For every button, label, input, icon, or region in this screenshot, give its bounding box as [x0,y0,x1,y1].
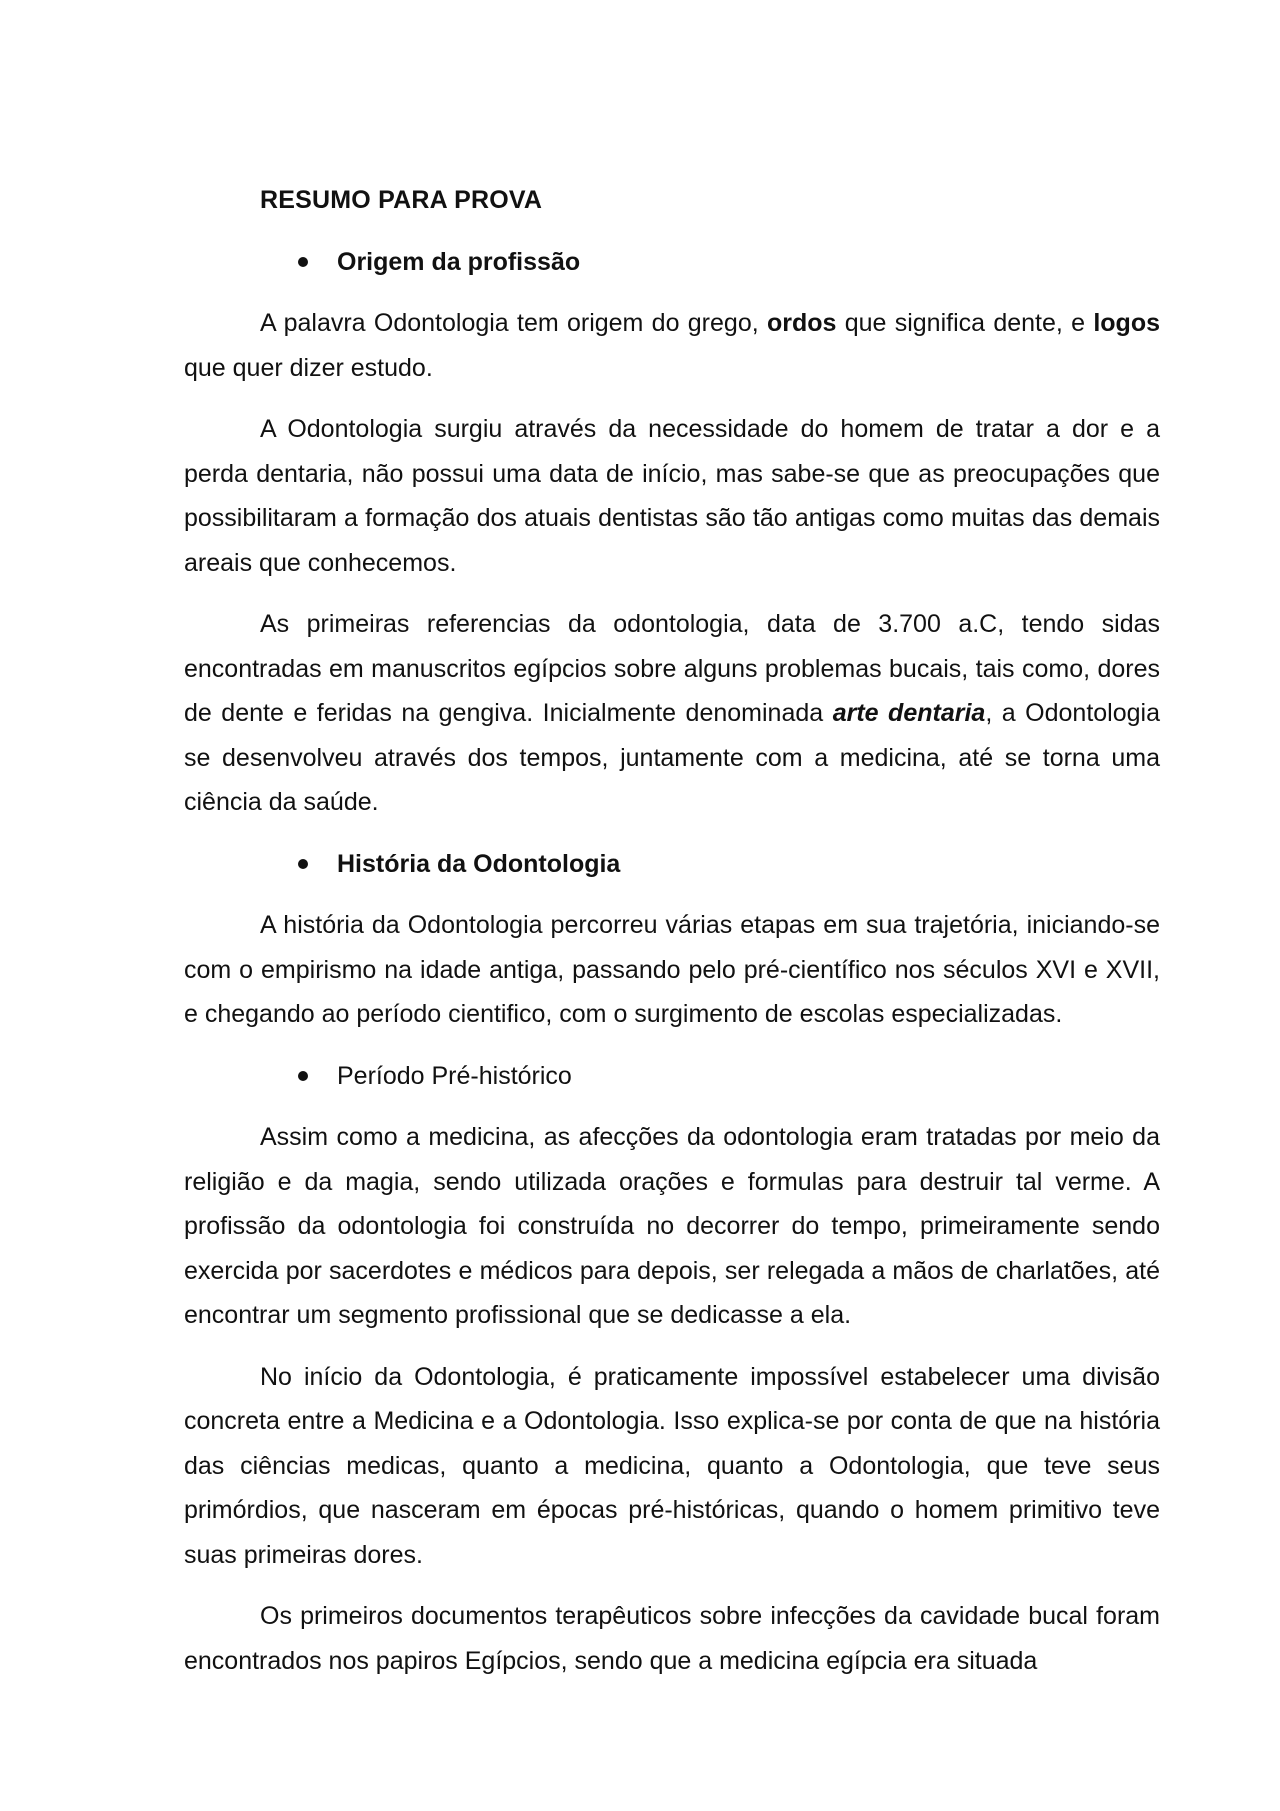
paragraph: No início da Odontologia, é praticamente impossível estabelecer uma divisão concreta entre a Medicina e a Odontologia. Isso explica-se por conta de que na história das ciências medicas, quanto a medicina, quanto a Odontologia, que teve seus primórdios, que nasceram em épocas pré-históricas, quando o homem primitivo teve suas primeiras dores. [184,1362,1160,1569]
section-heading-origem [337,240,1160,285]
paragraph: A história da Odontologia percorreu várias etapas em sua trajetória, iniciando-se com o empirismo na idade antiga, passando pelo pré-científico nos séculos XVI e XVII, e chegando ao período cientifico, com o surgimento de escolas especializadas. [184,911,1160,1028]
paragraph-text: , a Odontologia se desenvolveu através dos tempos, juntamente com a medicina, até se torna uma ciência da saúde. [184,699,1160,816]
section-heading-historia [337,842,1160,887]
paragraph: Assim como a medicina, as afecções da odontologia eram tratadas por meio da religião e da magia, sendo utilizada orações e formulas para destruir tal verme. A profissão da odontologia foi construída no decorrer do tempo, primeiramente sendo exercida por sacerdotes e médicos para depois, ser relegada a mãos de charlatões, até encontrar um segmento profissional que se dedicasse a ela. [184,1123,1160,1329]
bullet-icon [298,1071,308,1081]
section-heading-text: Período Pré-histórico [337,1061,572,1090]
paragraph-text: A palavra Odontologia tem origem do grego, [260,309,767,337]
bullet-icon [298,257,308,267]
paragraph-text: que quer dizer estudo. [184,353,433,382]
paragraph [184,301,1160,390]
section-heading-text: História da Odontologia [337,849,621,878]
document-body [184,178,1160,1700]
bold-term: logos [1093,309,1161,337]
paragraph: A Odontologia surgiu através da necessidade do homem de tratar a dor e a perda dentaria, não possui uma data de início, mas sabe-se que as preocupações que possibilitaram a formação dos atuais dentistas são tão antigas como muitas das demais areais que conhecemos. [184,415,1160,577]
section-heading-text: Origem da profissão [337,247,581,276]
document-title: RESUMO PARA PROVA [260,186,543,214]
section-heading-pre-historico [337,1054,1160,1099]
paragraph-text: As primeiras referencias da odontologia, data de 3.700 a.C, tendo sidas encontradas em manuscritos egípcios sobre alguns problemas bucais, tais como, dores de dente e feridas na gengiva. Inicialmente denominada [184,610,1160,727]
paragraph: Os primeiros documentos terapêuticos sobre infecções da cavidade bucal foram encontrados nos papiros Egípcios, sendo que a medicina egípcia era situada [184,1602,1160,1675]
paragraph [184,602,1160,825]
paragraph-text: que significa dente, e [836,309,1094,337]
bold-term: ordos [766,309,837,337]
bullet-icon [298,859,308,869]
bold-italic-term: arte dentaria [832,699,986,727]
